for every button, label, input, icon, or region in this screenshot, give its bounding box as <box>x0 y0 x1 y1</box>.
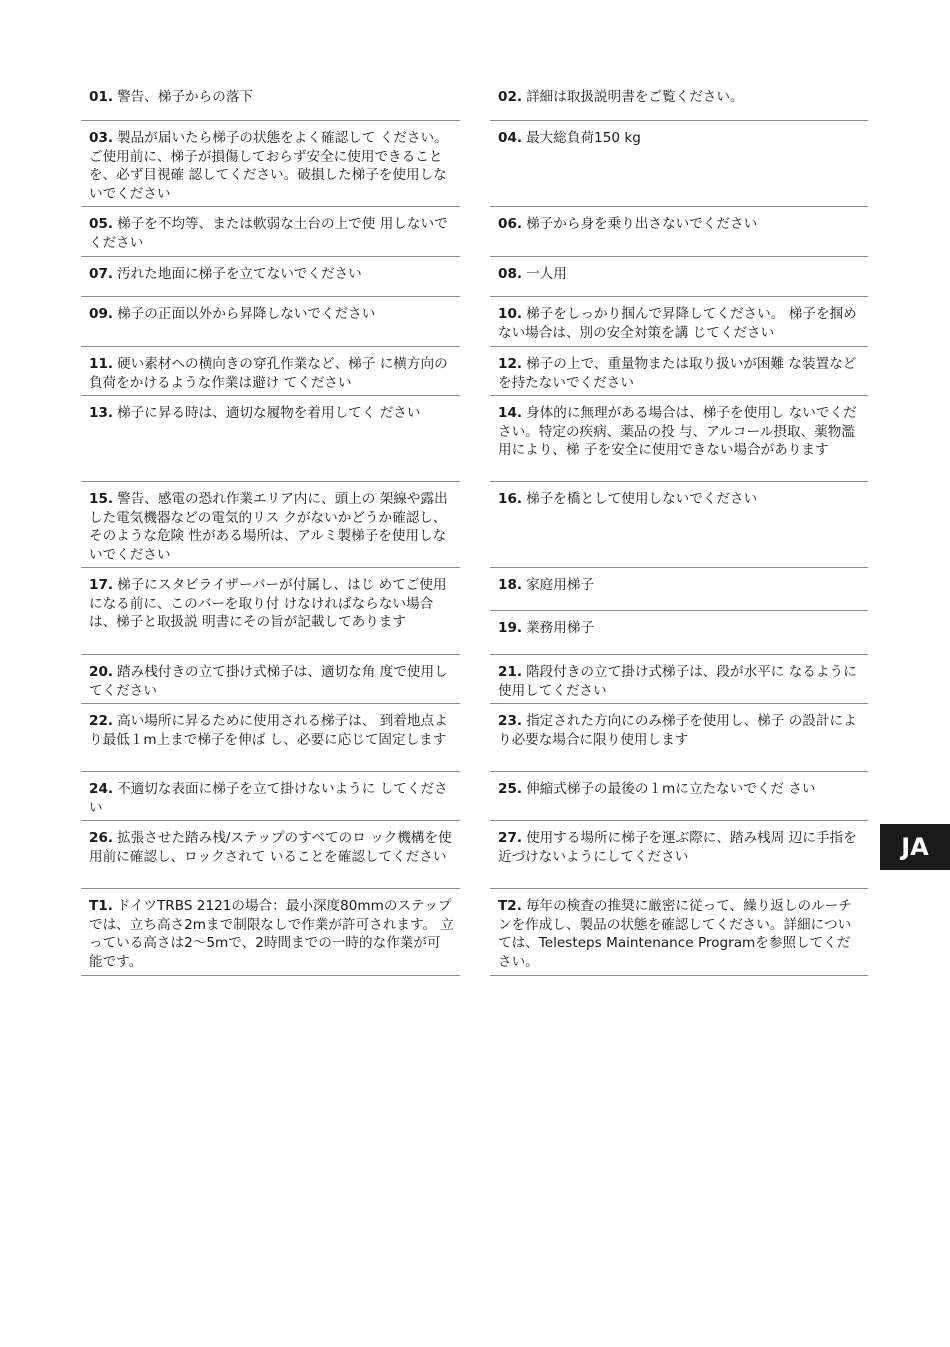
item-text: 硬い素材への横向きの穿孔作業など、梯子 に横方向の負荷をかけるような作業は避け てください <box>89 356 448 391</box>
list-item <box>490 257 868 297</box>
list-item <box>81 482 460 568</box>
item-number: 04. <box>498 130 523 146</box>
item-text: 指定された方向にのみ梯子を使用し、梯子 の設計により必要な場合に限り使用します <box>498 713 857 748</box>
item-text: 拡張させた踏み桟/ステップのすべてのロ ック機構を使用前に確認し、ロックされて いることを確認してください <box>89 830 452 865</box>
item-number: 03. <box>89 130 114 146</box>
item-number: 01. <box>89 89 114 105</box>
list-item <box>490 297 868 347</box>
item-number: 14. <box>498 405 523 421</box>
item-text: 梯子を不均等、または軟弱な土台の上で使 用しないでください <box>89 216 448 251</box>
list-item <box>81 257 460 297</box>
item-text: 警告、梯子からの落下 <box>117 89 254 105</box>
item-text: 家庭用梯子 <box>526 577 595 593</box>
item-text: 梯子の上で、重量物または取り扱いが困難 な装置などを持たないでください <box>498 356 857 391</box>
item-text: 梯子から身を乗り出さないでください <box>526 216 758 232</box>
list-item <box>81 821 460 889</box>
item-text: 梯子に昇る時は、適切な履物を着用してく ださい <box>117 405 421 421</box>
list-item <box>490 821 868 889</box>
list-item <box>81 347 460 396</box>
item-text: 梯子にスタビライザーバーが付属し、はじ めてご使用になる前に、このバーを取り付 けなければならない場合は、梯子と取扱説 明書にその旨が記載してあります <box>89 577 447 630</box>
list-item <box>490 207 868 257</box>
item-text: 梯子の正面以外から昇降しないでください <box>117 306 376 322</box>
item-text: 伸縮式梯子の最後の１mに立たないでくだ さい <box>526 781 816 797</box>
list-item <box>490 655 868 704</box>
left-column <box>81 80 460 976</box>
item-number: T1. <box>89 898 113 914</box>
item-text: 身体的に無理がある場合は、梯子を使用し ないでください。特定の疾病、薬品の投 与、アルコール摂取、薬物濫用により、梯 子を安全に使用できない場合があります <box>498 405 857 458</box>
list-item <box>81 396 460 482</box>
item-text: 使用する場所に梯子を運ぶ際に、踏み桟周 辺に手指を近づけないようにしてください <box>498 830 857 865</box>
item-number: 10. <box>498 306 523 322</box>
item-number: 09. <box>89 306 114 322</box>
item-text: 詳細は取扱説明書をご覧ください。 <box>526 89 744 105</box>
item-number: 16. <box>498 491 523 507</box>
item-number: 08. <box>498 266 523 282</box>
item-number: 18. <box>498 577 523 593</box>
item-number: 07. <box>89 266 114 282</box>
item-text: 毎年の検査の推奨に厳密に従って、繰り返しのルーチンを作成し、製品の状態を確認してください。詳細については、Telesteps Maintenance Programを参照してください。 <box>498 898 852 970</box>
item-text: 梯子を橋として使用しないでください <box>526 491 758 507</box>
item-number: 25. <box>498 781 523 797</box>
item-number: 15. <box>89 491 114 507</box>
item-number: 05. <box>89 216 114 232</box>
list-item <box>81 704 460 772</box>
language-tab: JA <box>880 824 950 870</box>
list-item <box>490 889 868 976</box>
item-number: 11. <box>89 356 114 372</box>
list-item <box>81 889 460 976</box>
item-number: 23. <box>498 713 523 729</box>
item-number: 17. <box>89 577 114 593</box>
list-item <box>81 207 460 257</box>
list-item <box>490 772 868 821</box>
item-number: 20. <box>89 664 114 680</box>
item-text: 業務用梯子 <box>526 620 595 636</box>
list-item <box>490 611 868 655</box>
list-item <box>490 396 868 482</box>
list-item <box>81 297 460 347</box>
item-text: ドイツTRBS 2121の場合：最小深度80mmのステップでは、立ち高さ2mまで制限なしで作業が許可されます。 立っている高さは2～5mで、2時間までの一時的な作業が可能です。 <box>89 898 454 970</box>
item-number: 24. <box>89 781 114 797</box>
list-item <box>490 80 868 121</box>
list-item <box>490 568 868 611</box>
item-number: 19. <box>498 620 523 636</box>
list-item <box>81 772 460 821</box>
list-item <box>81 121 460 207</box>
item-text: 不適切な表面に梯子を立て掛けないように してください <box>89 781 448 816</box>
list-item <box>81 655 460 704</box>
item-text: 踏み桟付きの立て掛け式梯子は、適切な角 度で使用してください <box>89 664 448 699</box>
item-text: 最大総負荷150 kg <box>526 130 641 146</box>
item-number: 13. <box>89 405 114 421</box>
item-text: 汚れた地面に梯子を立てないでください <box>117 266 362 282</box>
item-text: 梯子をしっかり掴んで昇降してください。 梯子を掴めない場合は、別の安全対策を講 じてください <box>498 306 857 341</box>
list-item <box>81 568 460 655</box>
item-number: 26. <box>89 830 114 846</box>
item-number: 02. <box>498 89 523 105</box>
item-text: 製品が届いたら梯子の状態をよく確認して ください。ご使用前に、梯子が損傷しておらず安全に使用できることを、必ず目視確 認してください。破損した梯子を使用しな いでください <box>89 130 448 202</box>
item-text: 警告、感電の恐れ作業エリア内に、頭上の 架線や露出した電気機器などの電気的リス クがないかどうか確認し、そのような危険 性がある場所は、アルミ製梯子を使用しな いでください <box>89 491 448 563</box>
list-item <box>490 704 868 772</box>
item-text: 高い場所に昇るために使用される梯子は、 到着地点より最低１m上まで梯子を伸ば し、必要に応じて固定します <box>89 713 448 748</box>
list-item <box>490 347 868 396</box>
right-column <box>490 80 868 976</box>
item-number: 06. <box>498 216 523 232</box>
item-number: 12. <box>498 356 523 372</box>
list-item <box>490 482 868 568</box>
item-number: 21. <box>498 664 523 680</box>
item-text: 階段付きの立て掛け式梯子は、段が水平に なるように使用してください <box>498 664 857 699</box>
item-number: 27. <box>498 830 523 846</box>
item-text: 一人用 <box>526 266 567 282</box>
list-item <box>490 121 868 207</box>
list-item <box>81 80 460 121</box>
item-number: 22. <box>89 713 114 729</box>
item-number: T2. <box>498 898 522 914</box>
